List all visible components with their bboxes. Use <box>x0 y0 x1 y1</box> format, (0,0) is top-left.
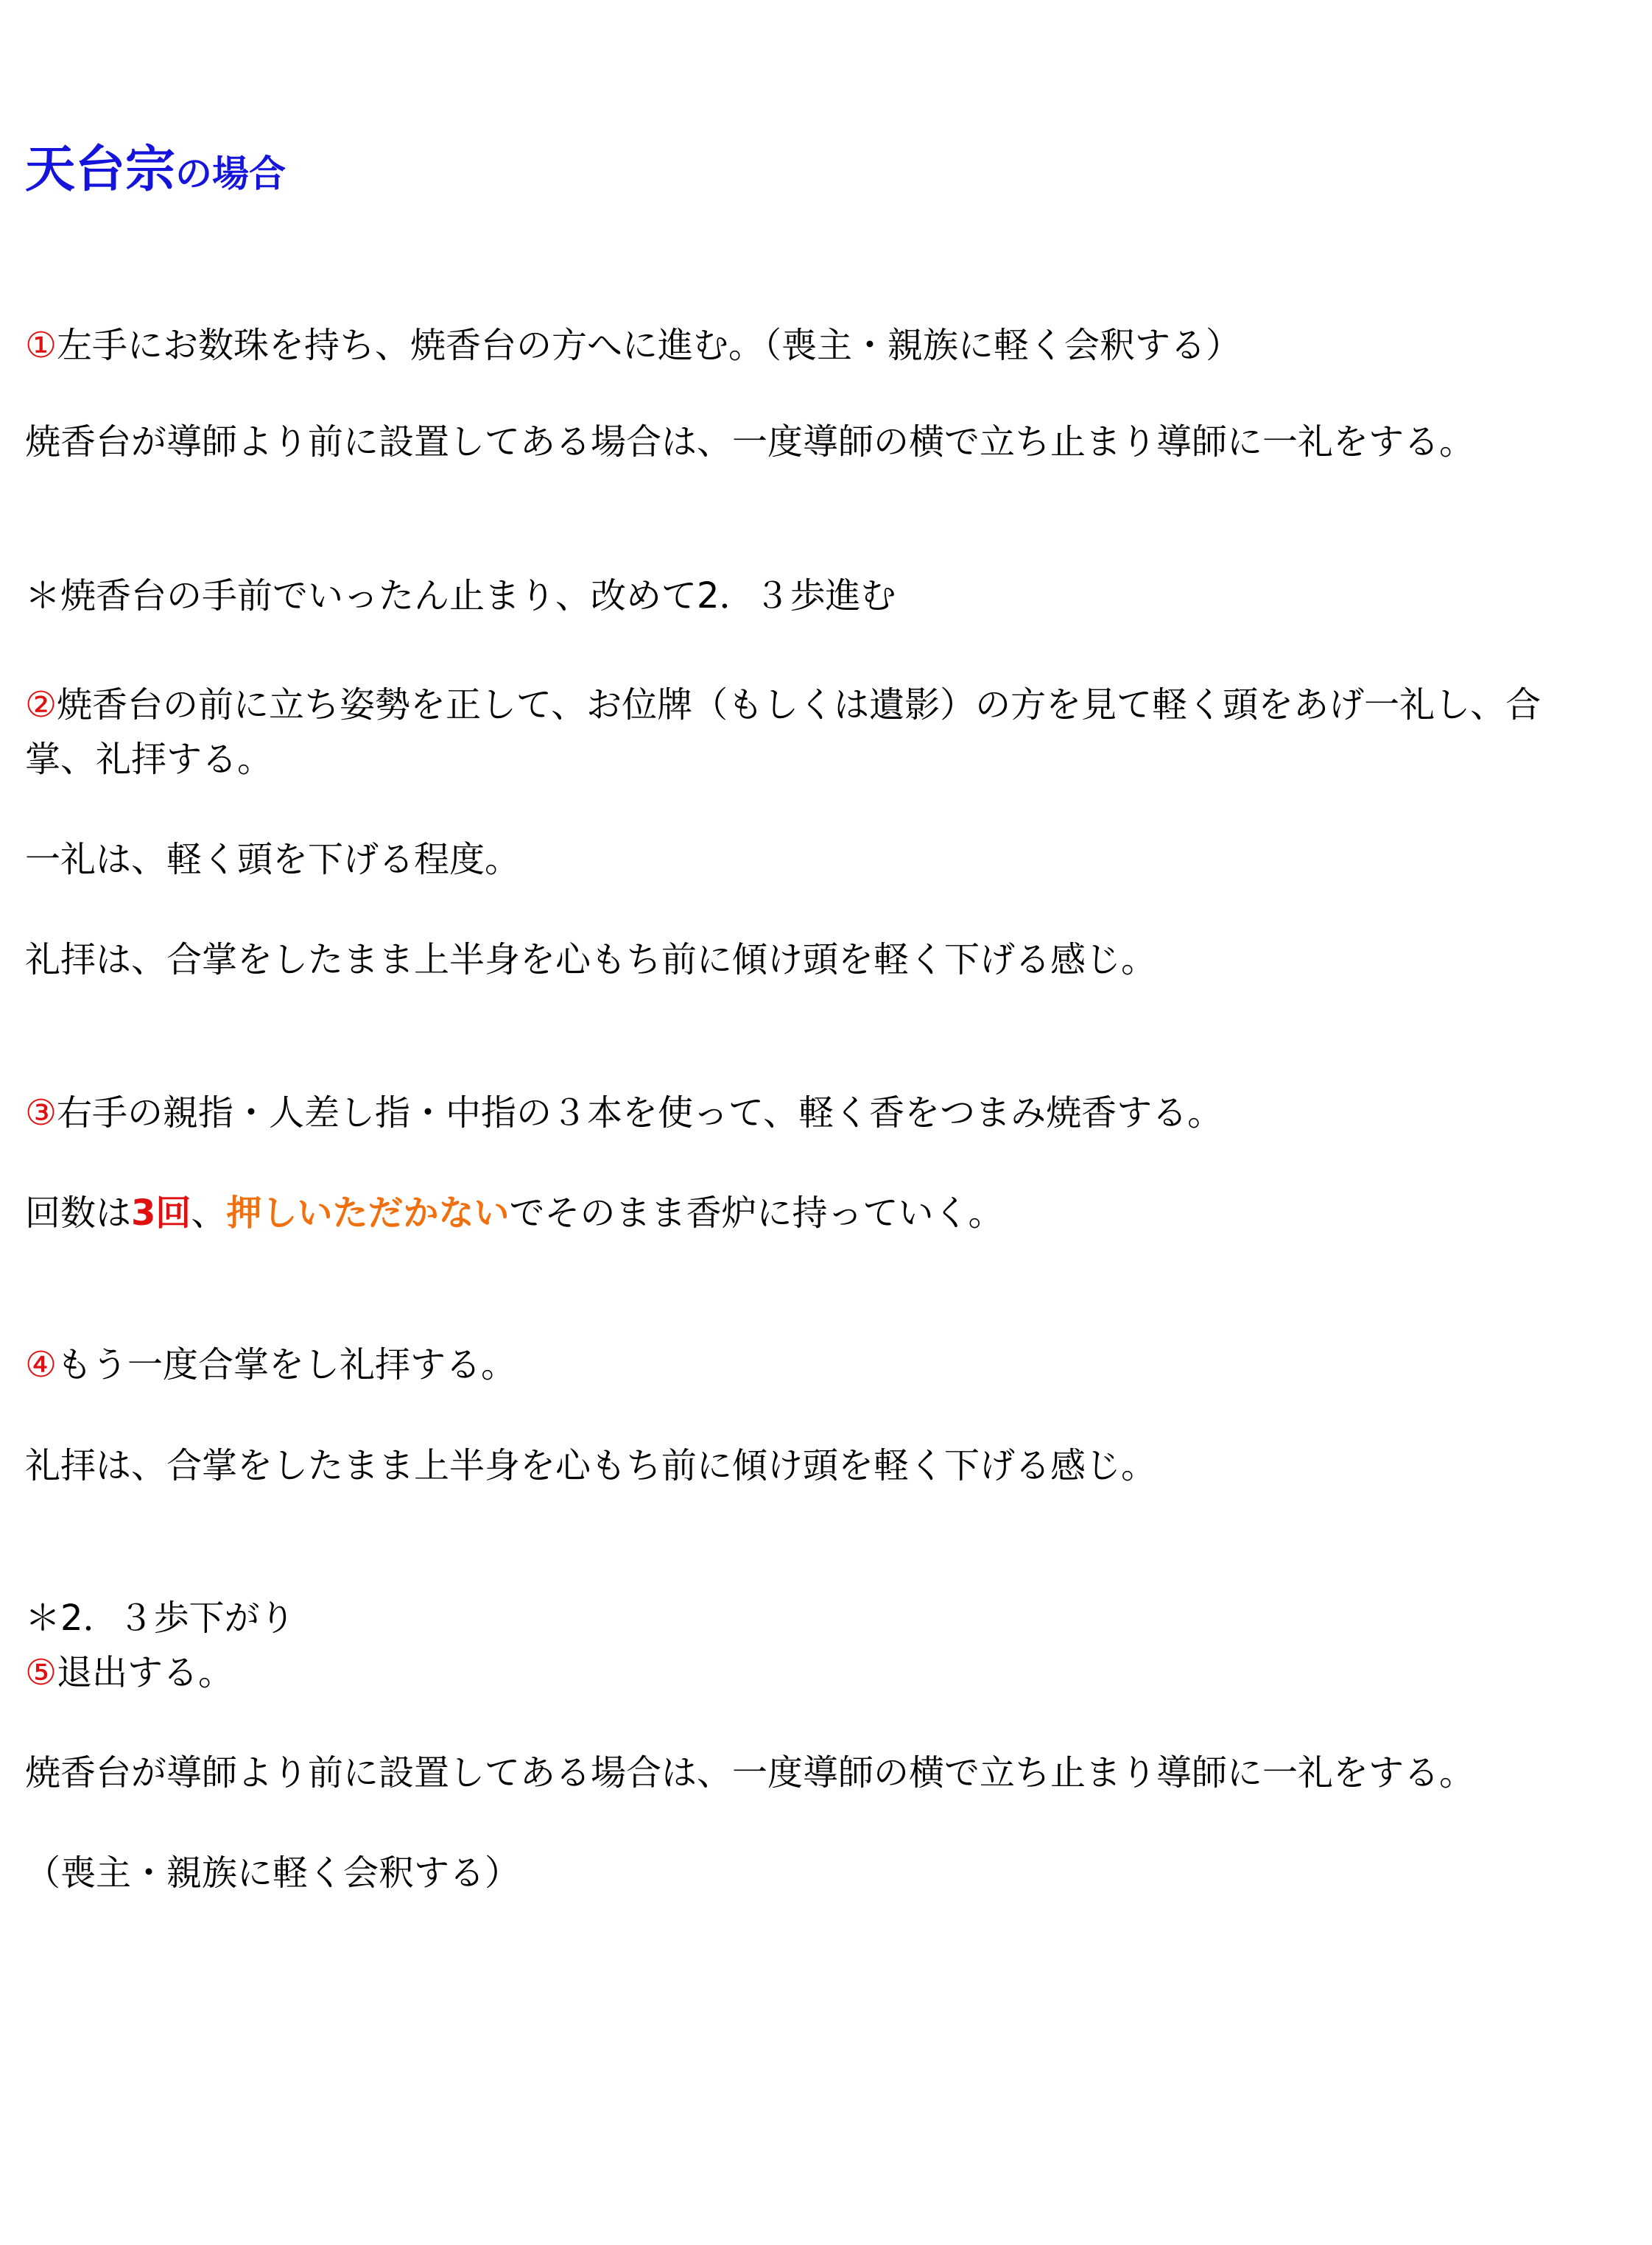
step-1-text: 左手にお数珠を持ち、焼香台の方へに進む。（喪主・親族に軽く会釈する） <box>57 325 1242 366</box>
step-3-note-prefix: 回数は <box>25 1192 132 1234</box>
step-4 <box>25 1339 516 1391</box>
step-2-note-1: 一礼は、軽く頭を下げる程度。 <box>25 839 521 880</box>
step-1-note: 焼香台が導師より前に設置してある場合は、一度導師の横で立ち止まり導師に一礼をする。 <box>25 421 1475 463</box>
step-2-text-line2: 掌、礼拝する。 <box>25 739 273 780</box>
step-3-note-separator: 、 <box>191 1192 227 1234</box>
step-5-aside: ＊2．３歩下がり <box>25 1598 295 1639</box>
title-main: 天台宗 <box>25 141 176 199</box>
step-2 <box>25 679 1541 731</box>
page-title <box>25 137 286 211</box>
title-suffix: の場合 <box>175 152 287 195</box>
step-3-phrase-highlight: 押しいただかない <box>226 1192 510 1234</box>
step-3-text: 右手の親指・人差し指・中指の３本を使って、軽く香をつまみ焼香する。 <box>57 1092 1223 1134</box>
step-4-note: 礼拝は、合掌をしたまま上半身を心もち前に傾け頭を軽く下げる感じ。 <box>25 1445 1157 1486</box>
step-1-aside: ＊焼香台の手前でいったん止まり、改めて2．３歩進む <box>25 575 896 616</box>
step-4-text: もう一度合掌をし礼拝する。 <box>57 1344 517 1385</box>
step-2-note-2: 礼拝は、合掌をしたまま上半身を心もち前に傾け頭を軽く下げる感じ。 <box>25 939 1157 980</box>
step-4-number: ④ <box>25 1344 57 1385</box>
step-3-note-suffix: でそのまま香炉に持っていく。 <box>509 1192 1004 1234</box>
step-2-number: ② <box>25 684 57 726</box>
step-5-note-2: （喪主・親族に軽く会釈する） <box>25 1852 521 1894</box>
step-3 <box>25 1087 1223 1139</box>
step-5 <box>25 1647 233 1698</box>
step-5-number: ⑤ <box>25 1652 57 1693</box>
step-3-number: ③ <box>25 1092 57 1134</box>
step-5-note-1: 焼香台が導師より前に設置してある場合は、一度導師の横で立ち止まり導師に一礼をする。 <box>25 1752 1475 1793</box>
step-1 <box>25 320 1241 371</box>
step-3-count-highlight: 3回 <box>131 1192 191 1234</box>
step-1-number: ① <box>25 325 57 366</box>
step-5-text: 退出する。 <box>57 1652 234 1693</box>
step-2-text-line1: 焼香台の前に立ち姿勢を正して、お位牌（もしくは遺影）の方を見て軽く頭をあげ一礼し、合 <box>57 684 1542 726</box>
step-3-note <box>25 1187 1004 1239</box>
